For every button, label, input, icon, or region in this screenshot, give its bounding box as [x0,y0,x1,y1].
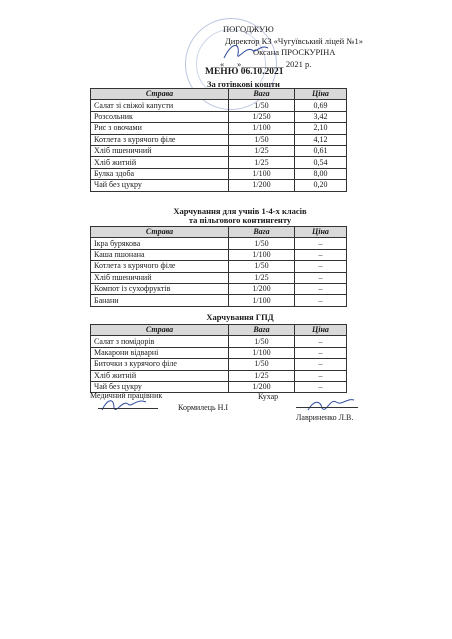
table-row: Ікра бурякова 1/50 – [91,238,347,249]
col-header-price: Ціна [295,89,347,100]
table-row: Булка здоба 1/100 8,00 [91,168,347,179]
table-row: Компот із сухофруктів 1/200 – [91,283,347,294]
table-row: Хліб житній 1/25 – [91,370,347,381]
table-row: Чай без цукру 1/200 – [91,381,347,392]
cook-name: Лавриненко Л.В. [296,413,354,422]
col-header-price: Ціна [295,227,347,238]
menu-table-primary [90,226,347,307]
medic-name: Кормилець Н.І [178,403,229,412]
approval-heading: ПОГОДЖУЮ [223,24,274,34]
col-header-price: Ціна [295,325,347,336]
approval-director: Директор КЗ «Чугуївський ліцей №1» [225,35,363,46]
director-signature [222,38,272,64]
table-row: Котлета з курячого філе 1/50 – [91,261,347,272]
approval-name: Оксана ПРОСКУРІНА [253,47,336,57]
table-row: Салат з помідорів 1/50 – [91,336,347,347]
table-row: Хліб житній 1/25 0,54 [91,157,347,168]
section-primary-heading: Харчування для учнів 1-4-х класів та пільгового контингенту [173,206,307,225]
col-header-weight: Вага [229,325,295,336]
medic-signature-line [98,408,158,409]
col-header-weight: Вага [229,227,295,238]
table-row: Банани 1/100 – [91,295,347,306]
cook-signature-line [296,407,358,408]
table-row: Рис з овочами 1/100 2,10 [91,123,347,134]
section-gpd-heading: Харчування ГПД [206,312,274,322]
table-row: Розсольник 1/250 3,42 [91,111,347,122]
medic-label: Медичний працівник [90,391,163,400]
col-header-weight: Вага [229,89,295,100]
medic-signature [100,394,150,416]
cook-label: Кухар [258,392,279,401]
col-header-dish: Страва [91,325,229,336]
table-row: Хліб пшеничний 1/25 – [91,272,347,283]
menu-table-paid [90,88,347,192]
menu-title: МЕНЮ 06.10.2021 [205,67,284,77]
table-row: Макарони відварні 1/100 – [91,347,347,358]
menu-table-gpd [90,324,347,393]
col-header-dish: Страва [91,89,229,100]
col-header-dish: Страва [91,227,229,238]
table-row: Биточки з курячого філе 1/50 – [91,359,347,370]
table-row: Чай без цукру 1/200 0,20 [91,180,347,191]
table-row: Салат зі свіжої капусти 1/50 0,69 [91,100,347,111]
table-row: Хліб пшеничний 1/25 0,61 [91,145,347,156]
table-row: Котлета з курячого філе 1/50 4,12 [91,134,347,145]
approval-date: «___»__________ 2021 р. [220,58,312,69]
menu-subtitle: За готівкові кошти [207,79,280,89]
table-row: Каша пшонана 1/100 – [91,249,347,260]
